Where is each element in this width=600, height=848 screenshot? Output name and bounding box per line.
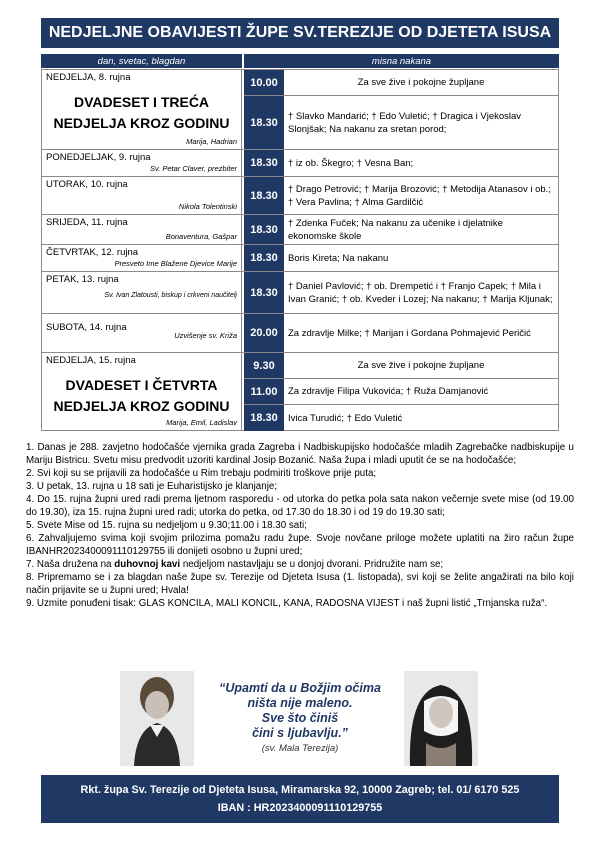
mass-entry bbox=[244, 314, 559, 352]
announcement-item bbox=[26, 558, 574, 571]
schedule-row-saturday bbox=[41, 313, 559, 352]
announcement-item: 3. U petak, 13. rujna u 18 sati je Euharistijsko je klanjanje; bbox=[26, 481, 278, 492]
day-cell bbox=[41, 272, 242, 313]
day-name: NEDJELJA, 15. rujna bbox=[46, 355, 136, 366]
mass-intention: Za zdravlje Filipa Vukovića; † Ruža Damjanović bbox=[284, 379, 559, 404]
day-cell bbox=[41, 314, 242, 352]
mass-list bbox=[244, 245, 559, 271]
announcement-item: 2. Svi koji su se prijavili za hodočašće u Rim trebaju podmiriti troškove prije puta; bbox=[26, 468, 377, 479]
mass-intention: Ivica Turudić; † Edo Vuletić bbox=[284, 405, 559, 431]
announcement-item: 6. Zahvaljujemo svima koji svojim prilozima pomažu radu župe. Svoje novčane priloge možete uplatiti na žiro račun župe IBANHR2023400091110129755 ili donijeti osobno u župni ured; bbox=[26, 533, 574, 557]
mass-entry bbox=[244, 272, 559, 313]
announcement-item: 5. Svete Mise od 15. rujna su nedjeljom u 9.30;11.00 i 18.30 sati; bbox=[26, 520, 307, 531]
mass-intention: † Slavko Mandarić; † Edo Vuletić; † Dragica i Vjekoslav Slonjšak; Na nakanu za sretan porod; bbox=[284, 96, 559, 149]
mass-intention: † iz ob. Škegro; † Vesna Ban; bbox=[284, 150, 559, 176]
day-cell bbox=[41, 177, 242, 214]
mass-time: 9.30 bbox=[244, 353, 284, 378]
mass-list bbox=[244, 314, 559, 352]
day-name: UTORAK, 10. rujna bbox=[46, 179, 128, 190]
mass-intention: † Drago Petrović; † Marija Brozović; † Metodija Atanasov i ob.; † Vera Pavlina; † Alma Gardilčić bbox=[284, 177, 559, 214]
day-cell bbox=[41, 150, 242, 176]
announcement-item: 9. Uzmite ponuđeni tisak: GLAS KONCILA, MALI KONCIL, KANA, RADOSNA VIJEST i naš župni listić „Trnjanska ruža“. bbox=[26, 598, 548, 609]
mass-intention: Za zdravlje Milke; † Marijan i Gordana Pohmajević Peričić bbox=[284, 314, 559, 352]
mass-list bbox=[244, 215, 559, 244]
announcement-item: 1. Danas je 288. zavjetno hodočašće vjernika grada Zagreba i Nadbiskupijsko hodočašće mladih Zagrebačke nadbiskupije u Mariju Bistricu. Svetu misu predvodit uzoriti kardinal Josip Bozanić. Naša župa i mladi uputit će se na hodočašće; bbox=[26, 442, 574, 466]
footer-address: Rkt. župa Sv. Terezije od Djeteta Isusa, Miramarska 92, 10000 Zagreb; tel. 01/ 6170 525 bbox=[80, 784, 520, 796]
mass-time: 10.00 bbox=[244, 70, 284, 95]
schedule-row-sunday-15 bbox=[41, 352, 559, 431]
sunday-title-line: DVADESET I ČETVRTA bbox=[65, 377, 218, 393]
mass-entry bbox=[244, 215, 559, 244]
day-cell bbox=[41, 353, 242, 430]
page-footer bbox=[41, 775, 559, 823]
sunday-title bbox=[42, 375, 241, 417]
schedule-row-thursday bbox=[41, 244, 559, 271]
mass-time: 20.00 bbox=[244, 314, 284, 352]
page-title: NEDJELJNE OBAVIJESTI ŽUPE SV.TEREZIJE OD DJETETA ISUSA bbox=[41, 18, 559, 48]
mass-intention: Za sve žive i pokojne župljane bbox=[284, 70, 559, 95]
mass-time: 18.30 bbox=[244, 245, 284, 271]
sunday-title-line: DVADESET I TREĆA bbox=[73, 94, 210, 110]
quote-author: (sv. Mala Terezija) bbox=[261, 743, 339, 754]
saint-name: Marija, Emil, Ladislav bbox=[166, 418, 237, 427]
mass-intention: Boris Kireta; Na nakanu bbox=[284, 245, 559, 271]
mass-schedule-table bbox=[41, 69, 559, 431]
announcements-list bbox=[26, 441, 574, 610]
announcement-item: 8. Pripremamo se i za blagdan naše župe sv. Terezije od Djeteta Isusa (1. listopada), svi koji se želite angažirati na bilo koji način prijavite se u župni ured; Hvala! bbox=[26, 572, 574, 596]
mass-list bbox=[244, 70, 559, 149]
quote-line: čini s ljubavlju.” bbox=[252, 726, 348, 740]
saint-photo-nun bbox=[404, 671, 478, 766]
quote-line: Sve što činiš bbox=[261, 711, 339, 725]
mass-time: 18.30 bbox=[244, 177, 284, 214]
day-cell bbox=[41, 245, 242, 271]
sunday-title-line: NEDJELJA KROZ GODINU bbox=[53, 398, 230, 414]
mass-list bbox=[244, 177, 559, 214]
announcement-text: 7. Naša družena na bbox=[26, 559, 115, 570]
mass-list bbox=[244, 150, 559, 176]
saint-name: Nikola Tolentinski bbox=[178, 202, 237, 211]
saint-name: Presveto Ime Blažene Djevice Marije bbox=[114, 259, 237, 268]
mass-entry bbox=[244, 379, 559, 405]
announcement-text: nedjeljom nastavljaju se u donjoj dvorani. Pridružite nam se; bbox=[180, 559, 444, 570]
mass-time: 18.30 bbox=[244, 272, 284, 313]
mass-intention: † Daniel Pavlović; † ob. Drempetić i † Franjo Capek; † Mila i Ivan Granić; † ob. Kveder i Lozej; Na nakanu; † Marija Kljunak; bbox=[284, 272, 559, 313]
mass-intention: † Zdenka Fuček; Na nakanu za učenike i djelatnike ekonomske škole bbox=[284, 215, 559, 244]
day-name: SUBOTA, 14. rujna bbox=[46, 322, 127, 333]
saint-photo-child bbox=[120, 671, 194, 766]
day-name: PONEDJELJAK, 9. rujna bbox=[46, 152, 151, 163]
saint-name: Uzvišenje sv. Križa bbox=[174, 331, 237, 340]
day-cell bbox=[41, 70, 242, 149]
footer-iban: IBAN : HR2023400091110129755 bbox=[217, 802, 383, 814]
saint-quote bbox=[200, 681, 400, 756]
mass-time: 11.00 bbox=[244, 379, 284, 404]
mass-entry bbox=[244, 353, 559, 379]
mass-entry bbox=[244, 245, 559, 271]
day-cell bbox=[41, 215, 242, 244]
mass-entry bbox=[244, 150, 559, 176]
day-name: ČETVRTAK, 12. rujna bbox=[46, 247, 139, 258]
sunday-title-line: NEDJELJA KROZ GODINU bbox=[53, 115, 230, 131]
saint-name: Sv. Ivan Zlatousti, biskup i crkveni naučitelj bbox=[104, 292, 237, 299]
mass-time: 18.30 bbox=[244, 150, 284, 176]
announcement-emphasis: duhovnoj kavi bbox=[114, 559, 181, 570]
day-name: SRIJEDA, 11. rujna bbox=[46, 217, 128, 228]
mass-intention: Za sve žive i pokojne župljane bbox=[284, 353, 559, 378]
quote-line: ništa nije maleno. bbox=[247, 696, 353, 710]
quote-line: “Upamti da u Božjim očima bbox=[219, 681, 381, 695]
saint-name: Bonaventura, Gašpar bbox=[165, 232, 237, 241]
schedule-row-sunday-8 bbox=[41, 69, 559, 149]
schedule-row-wednesday bbox=[41, 214, 559, 244]
day-name: PETAK, 13. rujna bbox=[46, 274, 119, 285]
schedule-row-monday bbox=[41, 149, 559, 176]
mass-entry bbox=[244, 70, 559, 96]
sunday-title bbox=[42, 92, 241, 134]
mass-entry bbox=[244, 405, 559, 431]
column-header-intention: misna nakana bbox=[244, 54, 559, 68]
column-header-day: dan, svetac, blagdan bbox=[41, 54, 242, 68]
mass-list bbox=[244, 353, 559, 430]
day-name: NEDJELJA, 8. rujna bbox=[46, 72, 131, 83]
saint-name: Marija, Hadrian bbox=[186, 137, 237, 146]
mass-entry bbox=[244, 177, 559, 214]
mass-time: 18.30 bbox=[244, 215, 284, 244]
schedule-row-tuesday bbox=[41, 176, 559, 214]
mass-list bbox=[244, 272, 559, 313]
schedule-row-friday bbox=[41, 271, 559, 313]
mass-entry bbox=[244, 96, 559, 149]
mass-time: 18.30 bbox=[244, 96, 284, 149]
announcement-item: 4. Do 15. rujna župni ured radi prema ljetnom rasporedu - od utorka do petka pola sata nakon večernje svete mise (od 19.00 do 19.30), iza 15. rujna župni ured radi; utorka do petka, od 17.30 do 18.30 i od 19 do 19.30 sati; bbox=[26, 494, 574, 518]
saint-name: Sv. Petar Claver, prezbiter bbox=[150, 164, 237, 173]
mass-time: 18.30 bbox=[244, 405, 284, 431]
